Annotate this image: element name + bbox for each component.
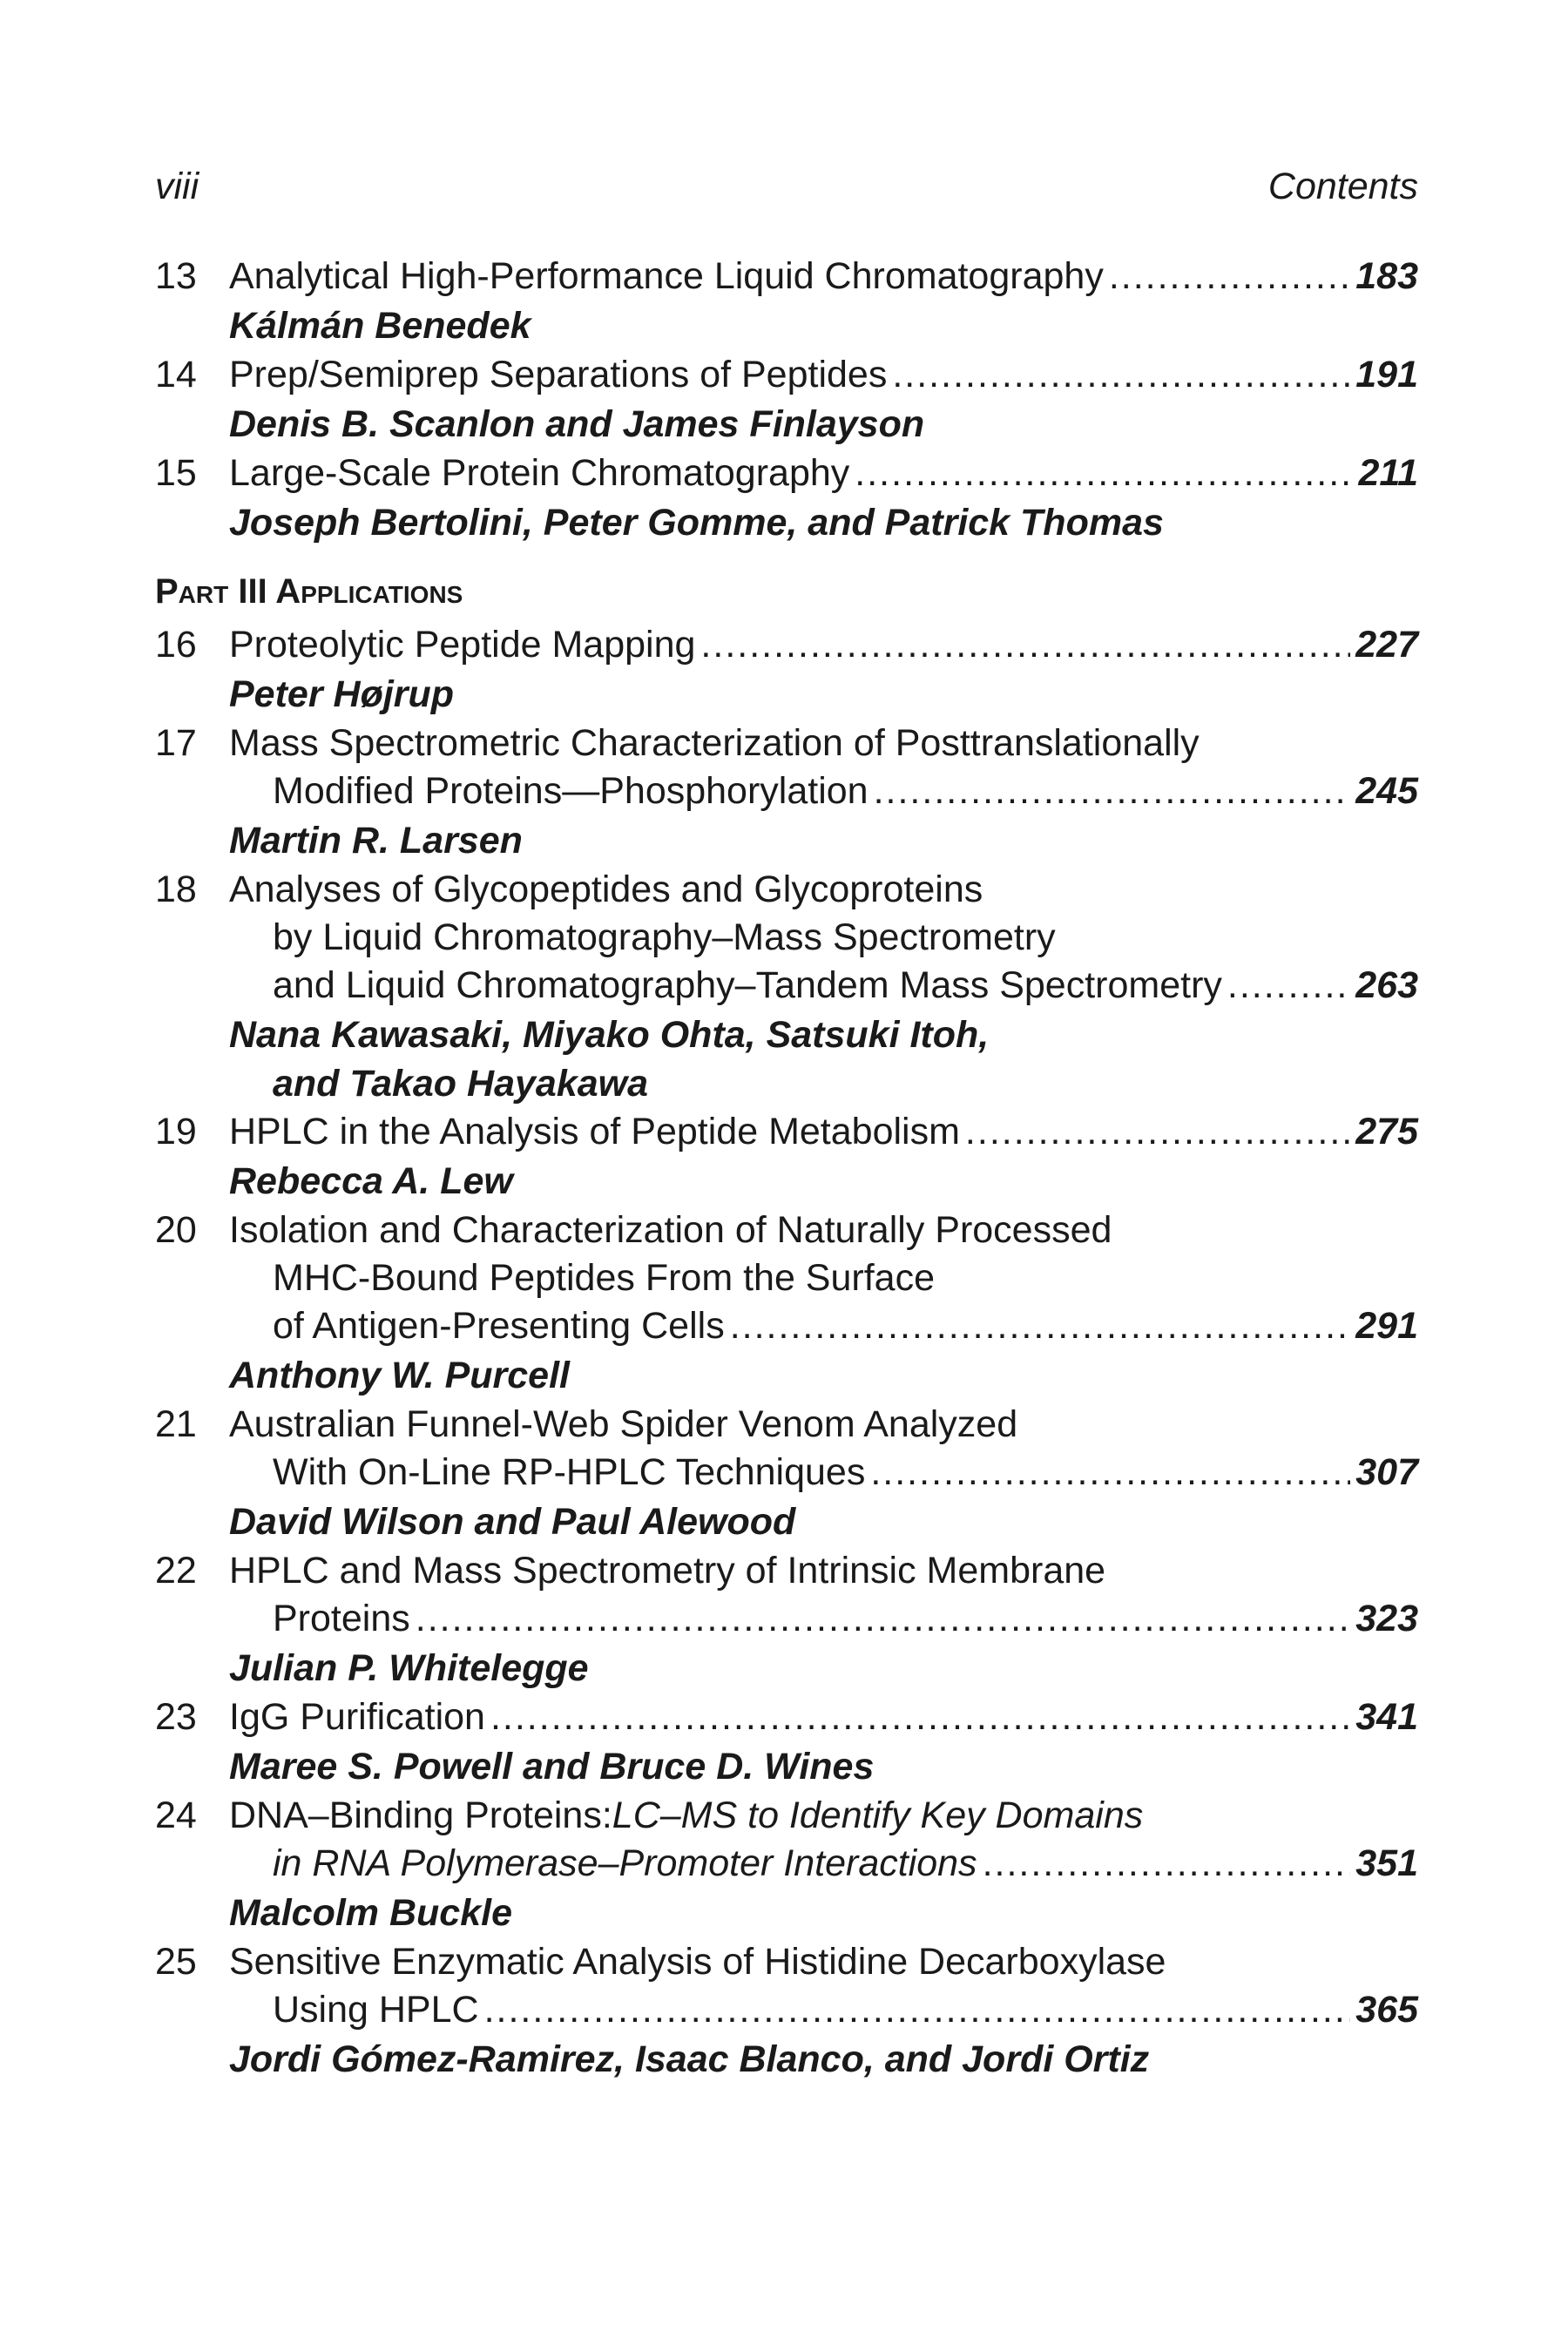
chapter-title-line xyxy=(155,351,1418,399)
chapter-title-text: Mass Spectrometric Characterization of Posttranslationally xyxy=(229,722,1200,764)
chapter-title-text: With On-Line RP-HPLC Techniques xyxy=(273,1451,866,1493)
chapter-title-line xyxy=(155,767,1418,815)
chapter-title-line xyxy=(155,866,1418,914)
chapter-title-line xyxy=(155,962,1418,1010)
toc-entry xyxy=(155,1792,1418,1938)
chapter-title-line xyxy=(155,449,1418,497)
chapter-authors: Martin R. Larsen xyxy=(229,820,523,862)
dot-leader xyxy=(484,1986,1351,2034)
page-number: viii xyxy=(155,166,199,207)
chapter-title-text: MHC-Bound Peptides From the Surface xyxy=(273,1257,935,1299)
chapter-title-text: Proteins xyxy=(273,1598,410,1639)
toc-entry xyxy=(155,1693,1418,1792)
chapter-title-line xyxy=(155,1206,1418,1254)
chapter-number: 19 xyxy=(155,1111,197,1152)
chapter-title-line xyxy=(155,914,1418,962)
chapter-title-text: Using HPLC xyxy=(273,1989,479,2031)
page-ref: 275 xyxy=(1355,1111,1418,1152)
toc-entry xyxy=(155,253,1418,351)
chapter-title-text: Analytical High-Performance Liquid Chromatography xyxy=(229,255,1104,297)
chapter-authors: Denis B. Scanlon and James Finlayson xyxy=(229,403,925,445)
page-ref: 351 xyxy=(1355,1842,1418,1884)
toc-entry xyxy=(155,1938,1418,2085)
chapter-authors: Kálmán Benedek xyxy=(229,305,531,347)
toc-entry xyxy=(155,1108,1418,1206)
chapter-title-line xyxy=(155,1547,1418,1595)
chapter-title-text: HPLC and Mass Spectrometry of Intrinsic Membrane xyxy=(229,1550,1106,1592)
toc-entry xyxy=(155,351,1418,449)
chapter-number: 21 xyxy=(155,1403,197,1445)
chapter-title-text: Modified Proteins—Phosphorylation xyxy=(273,770,868,812)
page-ref: 245 xyxy=(1355,770,1418,812)
chapter-number: 24 xyxy=(155,1794,197,1836)
dot-leader xyxy=(700,621,1350,669)
chapter-title-line xyxy=(155,1792,1418,1840)
page-ref: 365 xyxy=(1355,1989,1418,2031)
chapter-authors: Julian P. Whitelegge xyxy=(229,1647,589,1689)
page-ref: 183 xyxy=(1355,255,1418,297)
chapter-title-text: and Liquid Chromatography–Tandem Mass Spectrometry xyxy=(273,964,1222,1006)
chapter-title-prefix: DNA–Binding Proteins: xyxy=(229,1794,612,1836)
chapter-title-line xyxy=(155,621,1418,669)
chapter-number: 22 xyxy=(155,1550,197,1592)
dot-leader xyxy=(874,767,1351,815)
chapter-number: 14 xyxy=(155,354,197,395)
chapter-authors: Anthony W. Purcell xyxy=(229,1355,570,1396)
chapter-title-line xyxy=(155,1986,1418,2034)
chapter-authors: and Takao Hayakawa xyxy=(273,1063,649,1105)
dot-leader xyxy=(1109,253,1350,301)
chapter-title-text: Prep/Semiprep Separations of Peptides xyxy=(229,354,888,395)
chapter-title-line xyxy=(155,1449,1418,1497)
page-ref: 341 xyxy=(1355,1696,1418,1738)
toc-entry xyxy=(155,866,1418,1108)
toc-group-part-iii xyxy=(155,621,1418,2085)
toc-entry xyxy=(155,1401,1418,1547)
chapter-authors: Rebecca A. Lew xyxy=(229,1160,513,1202)
toc-entry xyxy=(155,1206,1418,1401)
chapter-title-text: Australian Funnel-Web Spider Venom Analyzed xyxy=(229,1403,1018,1445)
page-ref: 191 xyxy=(1355,354,1418,395)
chapter-authors: David Wilson and Paul Alewood xyxy=(229,1501,796,1543)
chapter-number: 16 xyxy=(155,624,197,666)
chapter-title-line xyxy=(155,720,1418,767)
chapter-title-line xyxy=(155,1938,1418,1986)
chapter-title-text: by Liquid Chromatography–Mass Spectrometry xyxy=(273,916,1056,958)
chapter-number: 20 xyxy=(155,1209,197,1251)
chapter-number: 23 xyxy=(155,1696,197,1738)
chapter-number: 17 xyxy=(155,722,197,764)
chapter-title-line xyxy=(155,1595,1418,1643)
page-ref: 263 xyxy=(1355,964,1418,1006)
chapter-authors: Nana Kawasaki, Miyako Ohta, Satsuki Itoh, xyxy=(229,1014,990,1056)
page-ref: 291 xyxy=(1355,1305,1418,1347)
dot-leader xyxy=(1227,962,1350,1010)
page-ref: 323 xyxy=(1355,1598,1418,1639)
page-ref: 307 xyxy=(1355,1451,1418,1493)
running-title: Contents xyxy=(1267,166,1418,207)
toc-entry xyxy=(155,621,1418,720)
dot-leader xyxy=(965,1108,1350,1156)
chapter-title-text: of Antigen-Presenting Cells xyxy=(273,1305,725,1347)
toc-group-part-ii xyxy=(155,253,1418,548)
chapter-title-line xyxy=(155,1840,1418,1888)
chapter-title-line xyxy=(155,1108,1418,1156)
dot-leader xyxy=(416,1595,1351,1643)
chapter-authors: Jordi Gómez-Ramirez, Isaac Blanco, and Jordi Ortiz xyxy=(229,2038,1150,2080)
chapter-title-text: in RNA Polymerase–Promoter Interactions xyxy=(273,1842,977,1884)
chapter-title-line xyxy=(155,253,1418,301)
chapter-title-line xyxy=(155,1302,1418,1350)
page-ref: 227 xyxy=(1355,624,1418,666)
toc-entry xyxy=(155,449,1418,548)
dot-leader xyxy=(490,1693,1350,1741)
chapter-title-text: Isolation and Characterization of Naturally Processed xyxy=(229,1209,1112,1251)
dot-leader xyxy=(855,449,1353,497)
dot-leader xyxy=(892,351,1350,399)
page-header xyxy=(155,166,1418,218)
dot-leader xyxy=(870,1449,1350,1497)
chapter-number: 15 xyxy=(155,452,197,494)
chapter-title-text: HPLC in the Analysis of Peptide Metabolism xyxy=(229,1111,960,1152)
toc-entry xyxy=(155,1547,1418,1693)
chapter-title-line xyxy=(155,1693,1418,1741)
chapter-title-text: Proteolytic Peptide Mapping xyxy=(229,624,696,666)
chapter-authors: Peter Højrup xyxy=(229,673,455,715)
page-ref: 211 xyxy=(1358,452,1418,494)
dot-leader xyxy=(730,1302,1351,1350)
chapter-title-text: Analyses of Glycopeptides and Glycoproteins xyxy=(229,868,983,910)
chapter-title-line xyxy=(155,1401,1418,1449)
chapter-authors: Maree S. Powell and Bruce D. Wines xyxy=(229,1746,875,1788)
chapter-title-text: Large-Scale Protein Chromatography xyxy=(229,452,850,494)
chapter-title-text: Sensitive Enzymatic Analysis of Histidine Decarboxylase xyxy=(229,1941,1166,1983)
chapter-title-line xyxy=(155,1254,1418,1302)
chapter-number: 18 xyxy=(155,868,197,910)
dot-leader xyxy=(983,1840,1351,1888)
chapter-authors: Malcolm Buckle xyxy=(229,1892,512,1934)
toc-entry xyxy=(155,720,1418,866)
chapter-title-text: LC–MS to Identify Key Domains xyxy=(612,1794,1144,1836)
chapter-authors: Joseph Bertolini, Peter Gomme, and Patrick Thomas xyxy=(229,502,1164,544)
part-heading: Part III Applications xyxy=(155,572,463,611)
chapter-number: 25 xyxy=(155,1941,197,1983)
table-of-contents xyxy=(155,253,1418,2085)
chapter-title-text: IgG Purification xyxy=(229,1696,485,1738)
chapter-number: 13 xyxy=(155,255,197,297)
